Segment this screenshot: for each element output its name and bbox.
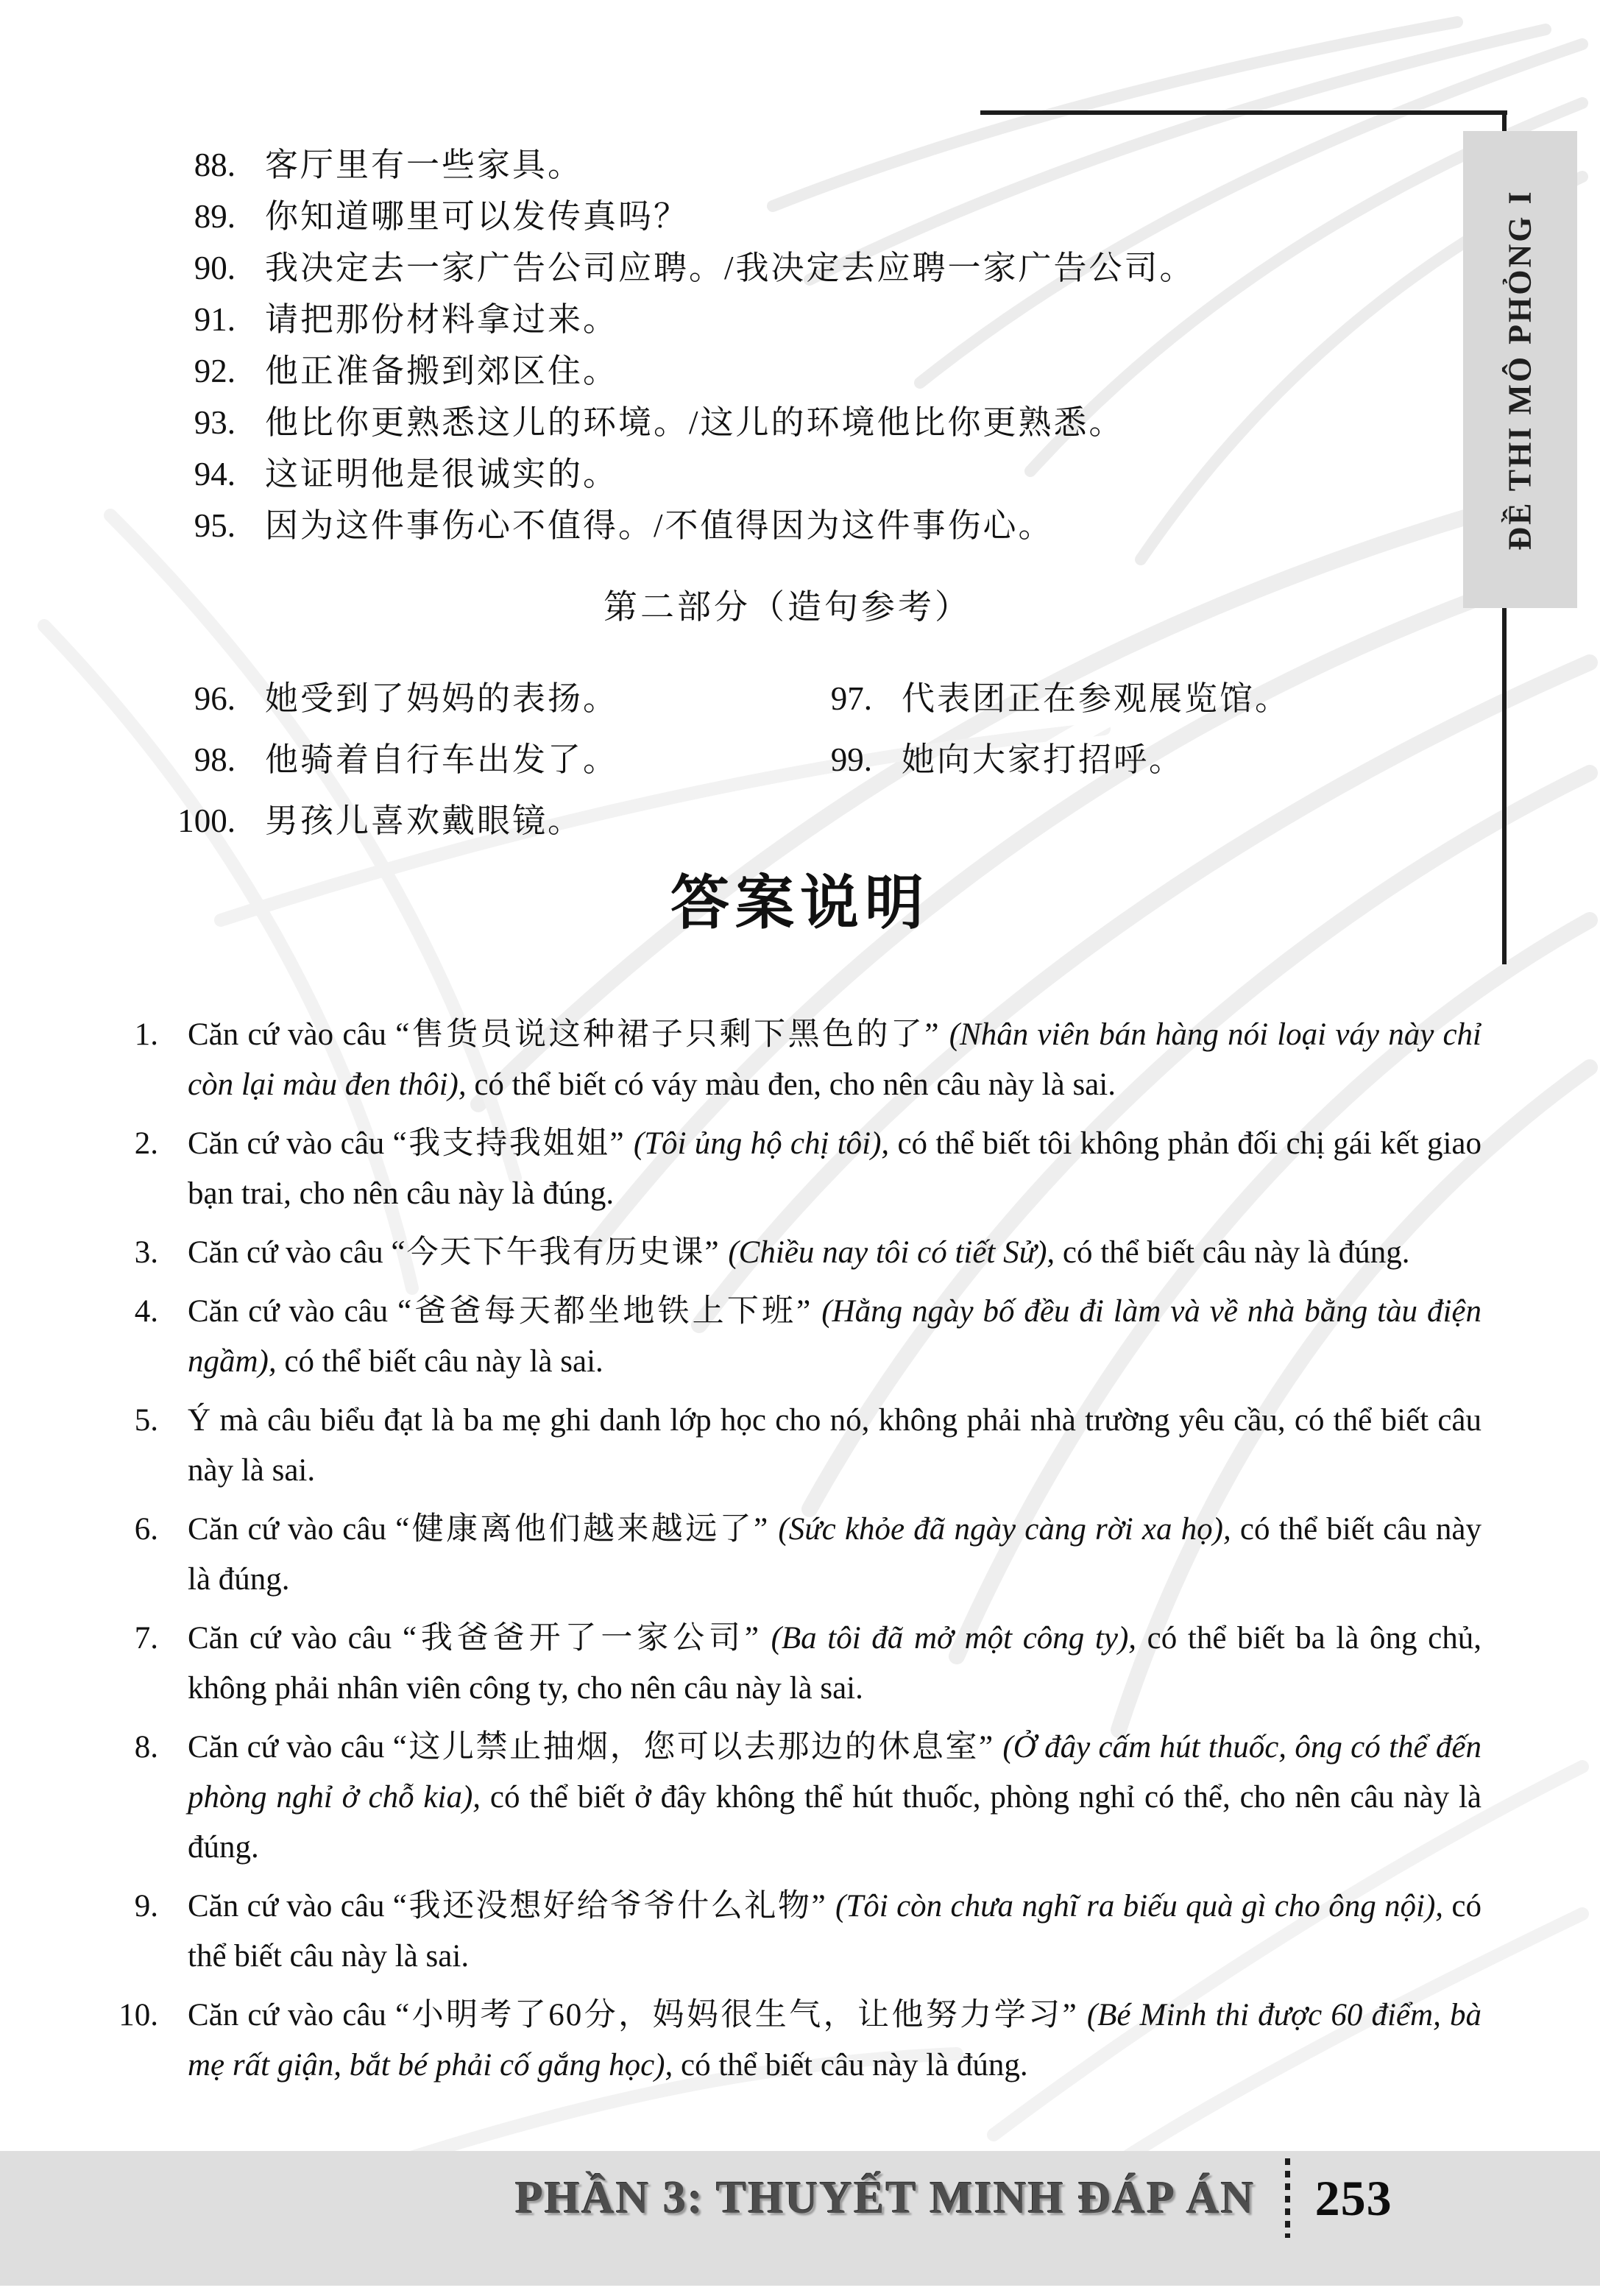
- sentence-text: 她受到了妈妈的表扬。: [265, 680, 619, 717]
- sentence-text: 因为这件事伤心不值得。/不值得因为这件事伤心。: [265, 507, 1054, 544]
- answer-text: [188, 1882, 1482, 1982]
- sentence-text: 这证明他是很诚实的。: [265, 456, 619, 492]
- answer-lead: Căn cứ vào câu: [188, 1017, 396, 1052]
- sentence-text: 代表团正在参观展览馆。: [902, 680, 1291, 717]
- answer-zh: “这儿禁止抽烟，您可以去那边的休息室”: [392, 1730, 995, 1765]
- sentence-number: 93.: [194, 404, 236, 441]
- answer-number: 10.: [118, 1998, 158, 2032]
- answer-text: [188, 1119, 1482, 1219]
- sentence-row: [0, 453, 1501, 504]
- answer-item: [0, 1614, 1487, 1714]
- sentence-row: [0, 401, 1501, 453]
- answer-number: 3.: [134, 1235, 158, 1270]
- sentence-text: 我决定去一家广告公司应聘。/我决定去应聘一家广告公司。: [265, 250, 1195, 286]
- answer-item: [0, 1723, 1487, 1873]
- answer-item: [0, 1505, 1487, 1605]
- answer-tail: có thể biết câu này là đúng.: [188, 1512, 1482, 1597]
- answer-item: [0, 1882, 1487, 1982]
- answer-lead: Ý mà câu biểu đạt là ba mẹ ghi danh lớp học cho nó, không phải nhà trường yêu cầu, có thể biết câu này là sai.: [188, 1403, 1482, 1488]
- footer-content: [515, 2158, 1392, 2238]
- footer-section-title: PHẦN 3: THUYẾT MINH ĐÁP ÁN: [515, 2172, 1256, 2223]
- sentence-number: 88.: [194, 146, 236, 183]
- sentence-row: [0, 298, 1501, 350]
- answer-item: [0, 1119, 1487, 1219]
- sentence-row: [0, 799, 1501, 861]
- answer-lead: Căn cứ vào câu: [188, 1730, 393, 1765]
- answer-tail: có thể biết tôi không phản đối chị gái kết giao bạn trai, cho nên câu này là đúng.: [188, 1126, 1482, 1211]
- sentence-row: [0, 247, 1501, 298]
- sentence-text: 客厅里有一些家具。: [265, 146, 584, 183]
- answer-text: [188, 1991, 1482, 2091]
- answer-text: [188, 1287, 1482, 1387]
- answer-item: [0, 1991, 1487, 2091]
- sentence-text: 你知道哪里可以发传真吗？: [265, 198, 690, 235]
- answer-text: [188, 1614, 1482, 1714]
- sentence-text: 他比你更熟悉这儿的环境。/这儿的环境他比你更熟悉。: [265, 404, 1125, 441]
- answer-lead: Căn cứ vào câu: [188, 1294, 398, 1329]
- answer-zh: “爸爸每天都坐地铁上下班”: [397, 1294, 813, 1329]
- answer-zh: “我爸爸开了一家公司”: [402, 1621, 760, 1656]
- answer-number: 4.: [134, 1294, 158, 1329]
- sentence-text: 他正准备搬到郊区住。: [265, 353, 619, 389]
- answer-zh: “小明考了60分，妈妈很生气，让他努力学习”: [395, 1998, 1078, 2032]
- sentence-text: 他骑着自行车出发了。: [265, 741, 619, 778]
- sidebar-label: ĐỀ THI MÔ PHỎNG I: [1502, 188, 1539, 551]
- footer-divider: [1285, 2158, 1290, 2238]
- sentence-row: [0, 144, 1501, 195]
- answer-tail: có thể biết câu này là sai.: [188, 1889, 1482, 1974]
- answer-vi: (Nhân viên bán hàng nói loại váy này chỉ còn lại màu đen thôi),: [188, 1017, 1482, 1102]
- answer-tail: có thể biết ở đây không thể hút thuốc, phòng nghỉ có thể, cho nên câu này là đúng.: [188, 1780, 1482, 1865]
- sentence-row: [0, 677, 1501, 738]
- answer-lead: Căn cứ vào câu: [188, 1512, 396, 1547]
- sentence-row: [0, 504, 1501, 556]
- answer-number: 7.: [134, 1621, 158, 1656]
- sentence-number: 100.: [177, 802, 236, 839]
- top-rule: [980, 110, 1507, 115]
- sentence-number: 90.: [194, 250, 236, 286]
- sentence-text: 男孩儿喜欢戴眼镜。: [265, 802, 584, 839]
- answer-tail: có thể biết câu này là đúng.: [673, 2048, 1028, 2083]
- answer-number: 1.: [134, 1017, 158, 1052]
- answer-vi: (Ba tôi đã mở một công ty),: [760, 1621, 1137, 1656]
- sentence-number: 92.: [194, 353, 236, 389]
- sentence-number: 99.: [830, 741, 872, 778]
- answer-lead: Căn cứ vào câu: [188, 1998, 396, 2032]
- answer-lead: Căn cứ vào câu: [188, 1621, 403, 1656]
- answer-zh: “今天下午我有历史课”: [391, 1235, 721, 1270]
- answer-item: [0, 1010, 1487, 1110]
- answer-number: 5.: [134, 1403, 158, 1438]
- part2-heading: 第二部分（造句参考）: [603, 588, 971, 626]
- answer-text: [188, 1723, 1482, 1873]
- part2-list: [0, 677, 1501, 861]
- answer-tail: có thể biết câu này là sai.: [276, 1344, 603, 1379]
- answer-text: [188, 1010, 1482, 1110]
- sentence-number: 96.: [194, 680, 236, 717]
- sentence-row: [0, 350, 1501, 401]
- answer-vi: (Sức khỏe đã ngày càng rời xa họ),: [769, 1512, 1231, 1547]
- footer-bar: [0, 2151, 1600, 2286]
- answer-lead: Căn cứ vào câu: [188, 1126, 393, 1161]
- answer-vi: (Tôi còn chưa nghĩ ra biếu quà gì cho ông nội),: [826, 1889, 1444, 1924]
- sentence-number: 94.: [194, 456, 236, 492]
- answer-text: [188, 1396, 1482, 1496]
- answer-zh: “我支持我姐姐”: [392, 1126, 626, 1161]
- answer-lead: Căn cứ vào câu: [188, 1235, 392, 1270]
- answer-tail: có thể biết câu này là đúng.: [1055, 1235, 1410, 1270]
- sentence-number: 97.: [830, 680, 872, 717]
- answers-title: 答案说明: [670, 872, 930, 936]
- answer-lead: Căn cứ vào câu: [188, 1889, 393, 1924]
- sentence-number: 95.: [194, 507, 236, 544]
- answer-text: [188, 1228, 1482, 1278]
- answer-vi: (Tôi ủng hộ chị tôi),: [625, 1126, 890, 1161]
- answer-item: [0, 1228, 1487, 1278]
- sentence-text: 请把那份材料拿过来。: [265, 301, 619, 338]
- answer-vi: (Hằng ngày bố đều đi làm và về nhà bằng tàu điện ngầm),: [188, 1294, 1482, 1379]
- sentence-text: 她向大家打招呼。: [902, 741, 1185, 778]
- answer-tail: có thể biết có váy màu đen, cho nên câu này là sai.: [466, 1067, 1116, 1102]
- page-number: 253: [1314, 2169, 1392, 2226]
- sentence-row: [0, 195, 1501, 247]
- answer-number: 9.: [134, 1889, 158, 1924]
- answers-list: [0, 1010, 1487, 2099]
- sentence-list: [0, 144, 1501, 556]
- answer-item: [0, 1396, 1487, 1496]
- sentence-row: [0, 738, 1501, 799]
- answer-number: 2.: [134, 1126, 158, 1161]
- answer-number: 8.: [134, 1730, 158, 1765]
- answer-zh: “我还没想好给爷爷什么礼物”: [392, 1889, 827, 1924]
- answer-zh: “健康离他们越来越远了”: [395, 1512, 770, 1547]
- sentence-number: 89.: [194, 198, 236, 235]
- answer-tail: có thể biết ba là ông chủ, không phải nhân viên công ty, cho nên câu này là sai.: [188, 1621, 1482, 1706]
- answer-zh: “售货员说这种裙子只剩下黑色的了”: [395, 1017, 941, 1052]
- answer-number: 6.: [134, 1512, 158, 1547]
- answer-vi: (Ở đây cấm hút thuốc, ông có thể đến phòng nghỉ ở chỗ kia),: [188, 1730, 1482, 1815]
- answer-text: [188, 1505, 1482, 1605]
- sentence-number: 91.: [194, 301, 236, 338]
- sentence-number: 98.: [194, 741, 236, 778]
- answer-vi: (Bé Minh thi được 60 điểm, bà mẹ rất giận, bắt bé phải cố gắng học),: [188, 1998, 1482, 2083]
- answer-item: [0, 1287, 1487, 1387]
- answer-vi: (Chiều nay tôi có tiết Sử),: [720, 1235, 1055, 1270]
